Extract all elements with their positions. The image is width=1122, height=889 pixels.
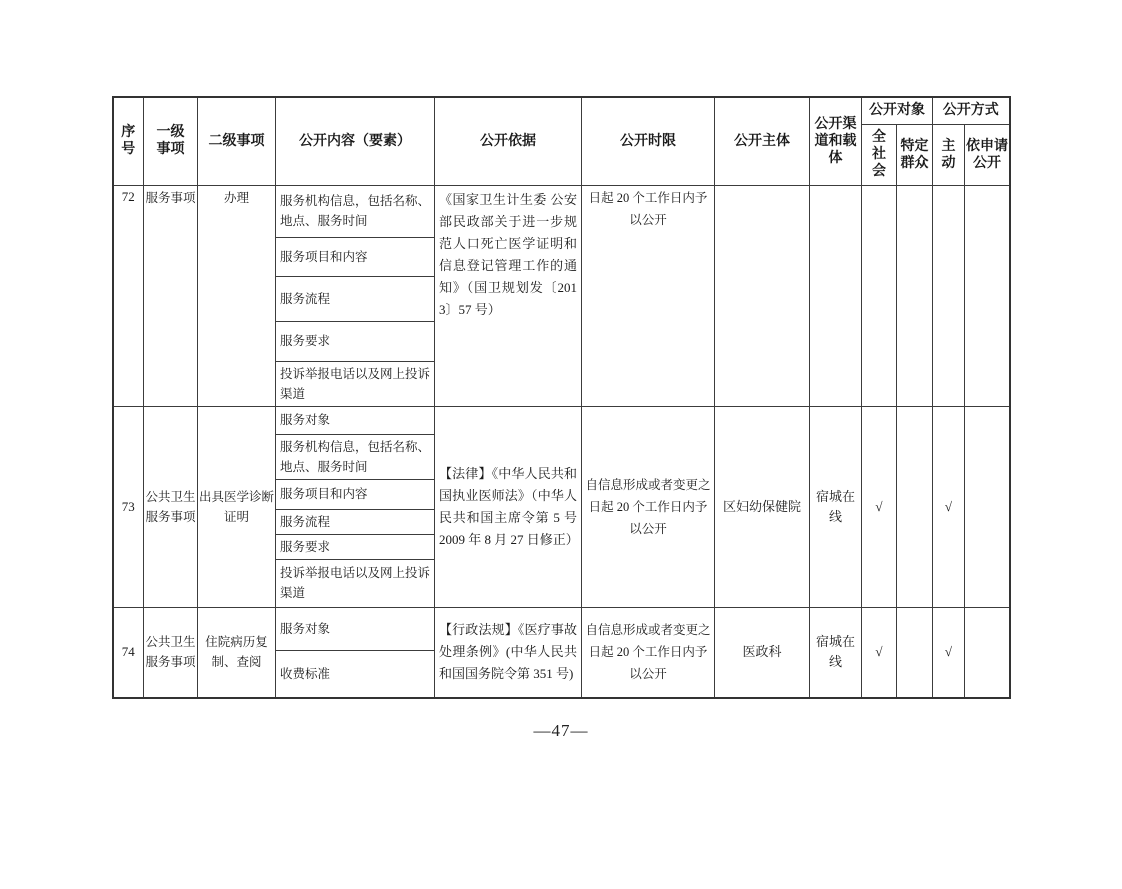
cell-mode-request-check xyxy=(965,185,1010,406)
col-header-level1 xyxy=(144,97,198,185)
cell-level2: 办理 xyxy=(198,185,276,406)
cell-level1: 公共卫生服务事项 xyxy=(144,607,198,698)
cell-subject: 医政科 xyxy=(715,607,810,698)
cell-mode-active-check: √ xyxy=(933,406,965,607)
cell-level2: 出具医学诊断证明 xyxy=(198,406,276,607)
cell-basis: 【行政法规】《医疗事故处理条例》(中华人民共和国国务院令第 351 号) xyxy=(435,607,582,698)
cell-deadline: 自信息形成或者变更之日起 20 个工作日内予以公开 xyxy=(582,406,715,607)
cell-target-specific-check xyxy=(897,406,933,607)
cell-channel: 宿城在线 xyxy=(810,607,862,698)
cell-content-item: 服务机构信息，包括名称、地点、服务时间 xyxy=(276,185,435,237)
col-header-mode-request-label: 依申请公开 xyxy=(966,138,1008,171)
cell-content-item: 服务流程 xyxy=(276,509,435,534)
cell-content-item: 收费标准 xyxy=(276,650,435,698)
cell-target-specific-check xyxy=(897,607,933,698)
cell-channel xyxy=(810,185,862,406)
cell-target-specific-check xyxy=(897,185,933,406)
col-header-target-group: 公开对象 xyxy=(862,97,933,124)
cell-subject: 区妇幼保健院 xyxy=(715,406,810,607)
cell-content-item: 服务项目和内容 xyxy=(276,237,435,276)
cell-content-item: 服务对象 xyxy=(276,406,435,434)
cell-basis: 【法律】《中华人民共和国执业医师法》（中华人民共和国主席令第 5 号 2009 年 8 月 27 日修正） xyxy=(435,406,582,607)
cell-content-item: 服务要求 xyxy=(276,534,435,559)
col-header-channel xyxy=(810,97,862,185)
cell-seq: 72 xyxy=(113,185,144,406)
col-header-mode-active xyxy=(933,124,965,185)
cell-target-all-check: √ xyxy=(862,607,897,698)
col-header-mode-group: 公开方式 xyxy=(933,97,1010,124)
table-row xyxy=(113,607,1010,650)
col-header-level2: 二级事项 xyxy=(198,97,276,185)
col-header-subject: 公开主体 xyxy=(715,97,810,185)
cell-target-all-check xyxy=(862,185,897,406)
page-number: —47— xyxy=(533,721,589,740)
cell-mode-active-check xyxy=(933,185,965,406)
document-page xyxy=(0,96,1122,889)
table-row xyxy=(113,406,1010,434)
col-header-basis: 公开依据 xyxy=(435,97,582,185)
col-header-target-specific xyxy=(897,124,933,185)
cell-mode-request-check xyxy=(965,607,1010,698)
table-row xyxy=(113,185,1010,237)
cell-deadline: 自信息形成或者变更之日起 20 个工作日内予以公开 xyxy=(582,607,715,698)
cell-channel: 宿城在线 xyxy=(810,406,862,607)
col-header-target-specific-label: 特定群众 xyxy=(900,138,929,171)
col-header-seq xyxy=(113,97,144,185)
cell-content-item: 服务流程 xyxy=(276,276,435,321)
cell-target-all-check: √ xyxy=(862,406,897,607)
cell-basis: 《国家卫生计生委 公安部民政部关于进一步规范人口死亡医学证明和信息登记管理工作的通知》（国卫规划发〔2013〕57 号） xyxy=(435,185,582,406)
cell-content-item: 服务对象 xyxy=(276,607,435,650)
col-header-target-all-label: 全社会 xyxy=(872,130,886,179)
cell-seq: 73 xyxy=(113,406,144,607)
cell-deadline: 日起 20 个工作日内予以公开 xyxy=(582,185,715,406)
cell-level1: 服务事项 xyxy=(144,185,198,406)
cell-content-item: 投诉举报电话以及网上投诉渠道 xyxy=(276,559,435,607)
disclosure-table xyxy=(112,96,1011,699)
col-header-mode-request xyxy=(965,124,1010,185)
col-header-deadline: 公开时限 xyxy=(582,97,715,185)
col-header-target-all xyxy=(862,124,897,185)
col-header-seq-label: 序号 xyxy=(121,125,136,158)
cell-mode-active-check: √ xyxy=(933,607,965,698)
col-header-channel-label: 公开渠道和载体 xyxy=(814,116,857,166)
cell-content-item: 服务机构信息，包括名称、地点、服务时间 xyxy=(276,434,435,479)
cell-seq: 74 xyxy=(113,607,144,698)
cell-content-item: 服务项目和内容 xyxy=(276,479,435,509)
cell-subject xyxy=(715,185,810,406)
cell-content-item: 投诉举报电话以及网上投诉渠道 xyxy=(276,361,435,406)
cell-mode-request-check xyxy=(965,406,1010,607)
cell-level2: 住院病历复制、查阅 xyxy=(198,607,276,698)
cell-level1: 公共卫生服务事项 xyxy=(144,406,198,607)
col-header-mode-active-label: 主动 xyxy=(941,138,956,171)
col-header-level1-label: 一级事项 xyxy=(156,125,185,158)
cell-content-item: 服务要求 xyxy=(276,321,435,361)
col-header-content: 公开内容（要素） xyxy=(276,97,435,185)
